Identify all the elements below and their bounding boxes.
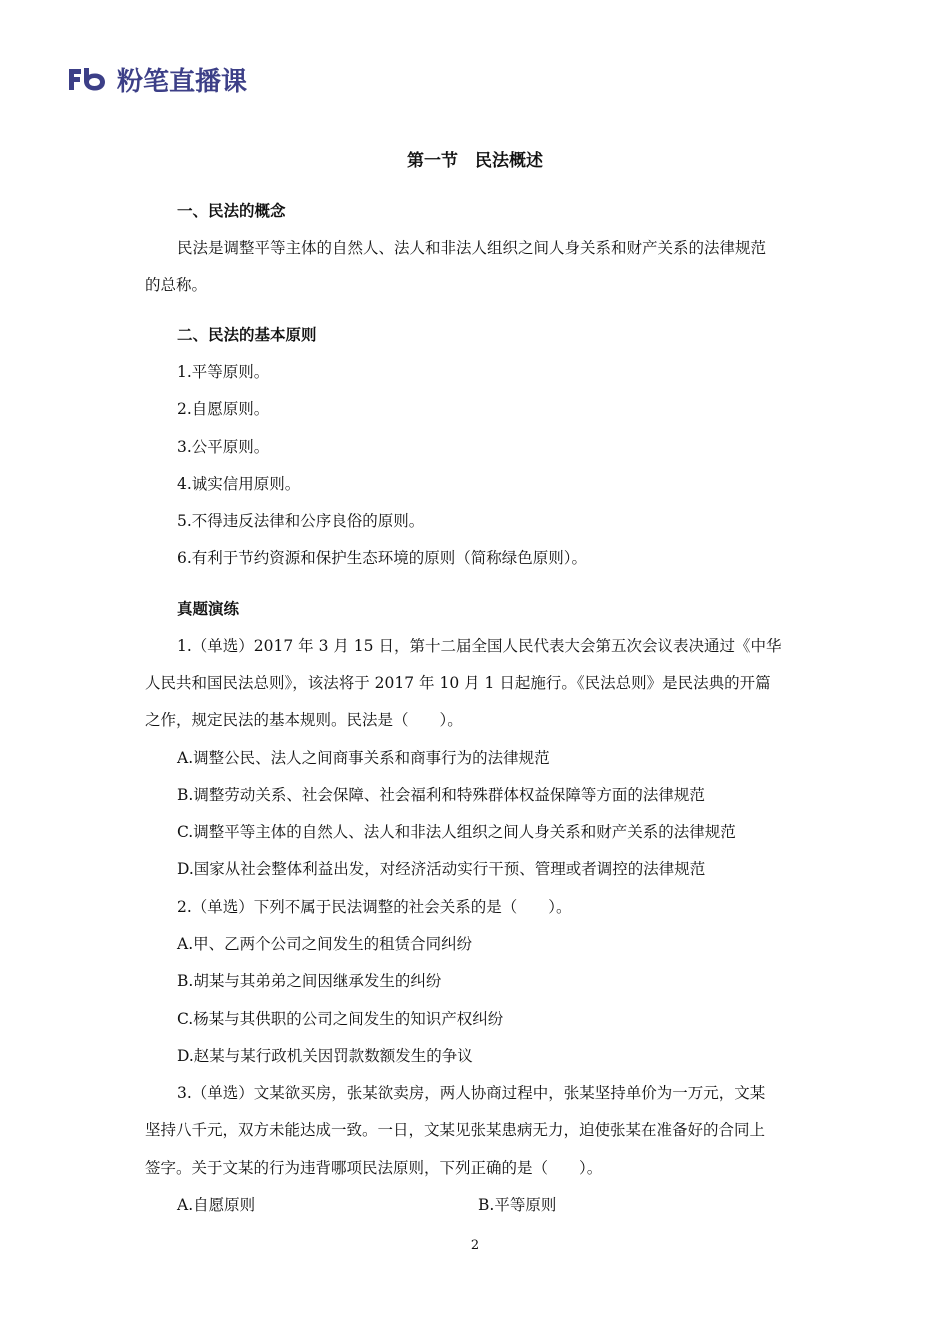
question-option: A.甲、乙两个公司之间发生的租赁合同纠纷 — [177, 935, 473, 953]
question-option: D.赵某与某行政机关因罚款数额发生的争议 — [177, 1047, 473, 1065]
question-stem-line: 2.（单选）下列不属于民法调整的社会关系的是（ ）。 — [177, 898, 572, 916]
question-option: B.胡某与其弟弟之间因继承发生的纠纷 — [177, 972, 442, 990]
question-stem-line: 签字。关于文某的行为违背哪项民法原则，下列正确的是（ ）。 — [145, 1159, 603, 1177]
section-title: 第一节 民法概述 — [407, 151, 543, 171]
paragraph-line: 民法是调整平等主体的自然人、法人和非法人组织之间人身关系和财产关系的法律规范 — [177, 239, 767, 257]
question-option: A.自愿原则 — [177, 1196, 256, 1214]
question-option: A.调整公民、法人之间商事关系和商事行为的法律规范 — [177, 749, 550, 767]
question-stem-line: 3.（单选）文某欲买房，张某欲卖房，两人协商过程中，张某坚持单价为一万元，文某 — [177, 1084, 766, 1102]
heading-principles: 二、民法的基本原则 — [177, 325, 317, 344]
fb-logo-icon — [67, 66, 109, 92]
heading-concept: 一、民法的概念 — [177, 201, 286, 220]
list-item: 5.不得违反法律和公序良俗的原则。 — [177, 512, 425, 530]
list-item: 4.诚实信用原则。 — [177, 475, 301, 493]
question-stem-line: 坚持八千元，双方未能达成一致。一日，文某见张某患病无力，迫使张某在准备好的合同上 — [145, 1121, 766, 1139]
question-stem-line: 之作，规定民法的基本规则。民法是（ ）。 — [145, 711, 463, 729]
question-option: D.国家从社会整体利益出发，对经济活动实行干预、管理或者调控的法律规范 — [177, 860, 706, 878]
list-item: 6.有利于节约资源和保护生态环境的原则（简称绿色原则）。 — [177, 549, 588, 567]
question-option: C.杨某与其供职的公司之间发生的知识产权纠纷 — [177, 1010, 504, 1028]
list-item: 1.平等原则。 — [177, 363, 270, 381]
brand-logo — [67, 63, 247, 95]
question-option: C.调整平等主体的自然人、法人和非法人组织之间人身关系和财产关系的法律规范 — [177, 823, 736, 841]
heading-practice: 真题演练 — [177, 599, 240, 618]
question-stem-line: 1.（单选）2017 年 3 月 15 日，第十二届全国人民代表大会第五次会议表决通过《中华 — [177, 637, 782, 655]
question-option: B.调整劳动关系、社会保障、社会福利和特殊群体权益保障等方面的法律规范 — [177, 786, 705, 804]
list-item: 2.自愿原则。 — [177, 400, 270, 418]
paragraph-line: 的总称。 — [145, 276, 208, 294]
question-stem-line: 人民共和国民法总则》，该法将于 2017 年 10 月 1 日起施行。《民法总则》是民法典的开篇 — [145, 674, 771, 692]
list-item: 3.公平原则。 — [177, 438, 270, 456]
brand-name: 粉笔直播课 — [117, 66, 248, 97]
question-option: B.平等原则 — [478, 1196, 557, 1214]
page-number: 2 — [470, 1238, 480, 1253]
